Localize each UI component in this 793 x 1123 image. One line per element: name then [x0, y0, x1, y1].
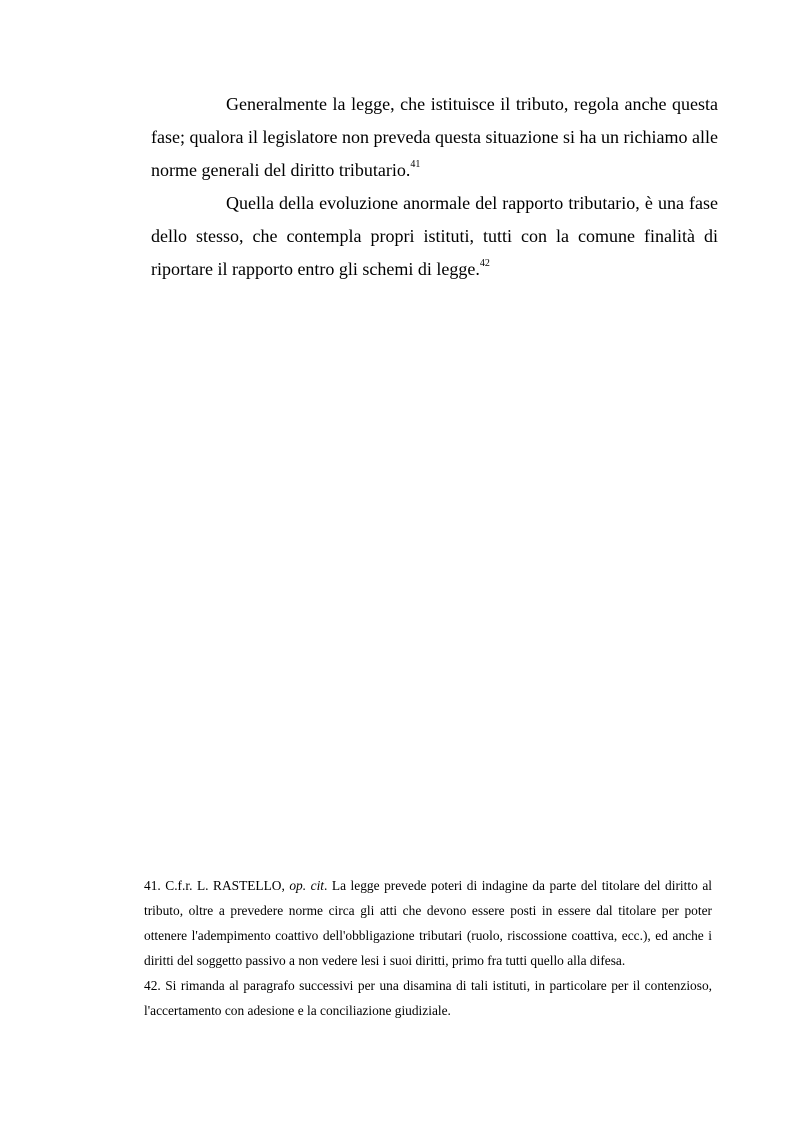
footnote-text: . La legge prevede poteri di indagine da parte del titolare del diritto al tributo, oltre a prevedere norme circa gli atti che devono essere posti in essere dal titolare per poter ottenere l'adempimento coattivo dell'obbligazione tributari (ruolo, riscossione coattiva, ecc.), ed anche i diritti del soggetto passivo a non vedere lesi i suoi diritti, primo fra tutti quello alla difesa.	[144, 878, 712, 968]
footnote	[144, 973, 712, 1023]
footnote-ref: 41	[410, 159, 421, 170]
footnote-ref: 42	[479, 258, 490, 269]
footnote-citation: C.f.r. L. RASTELLO,	[165, 878, 290, 893]
paragraph	[151, 88, 718, 187]
footnote-citation-italic: op. cit	[289, 878, 325, 893]
paragraph-text: Generalmente la legge, che istituisce il tributo, regola anche questa fase; qualora il legislatore non preveda questa situazione si ha un richiamo alle norme generali del diritto tributario.	[151, 94, 718, 180]
main-text	[151, 88, 718, 286]
footnotes	[144, 873, 712, 1023]
paragraph-text: Quella della evoluzione anormale del rapporto tributario, è una fase dello stesso, che contempla propri istituti, tutti con la comune finalità di riportare il rapporto entro gli schemi di legge.	[151, 193, 718, 279]
footnote	[144, 873, 712, 973]
footnote-number: 42.	[144, 978, 166, 993]
footnote-text: Si rimanda al paragrafo successivi per una disamina di tali istituti, in particolare per il contenzioso, l'accertamento con adesione e la conciliazione giudiziale.	[144, 978, 712, 1018]
footnote-number: 41.	[144, 878, 166, 893]
paragraph	[151, 187, 718, 286]
